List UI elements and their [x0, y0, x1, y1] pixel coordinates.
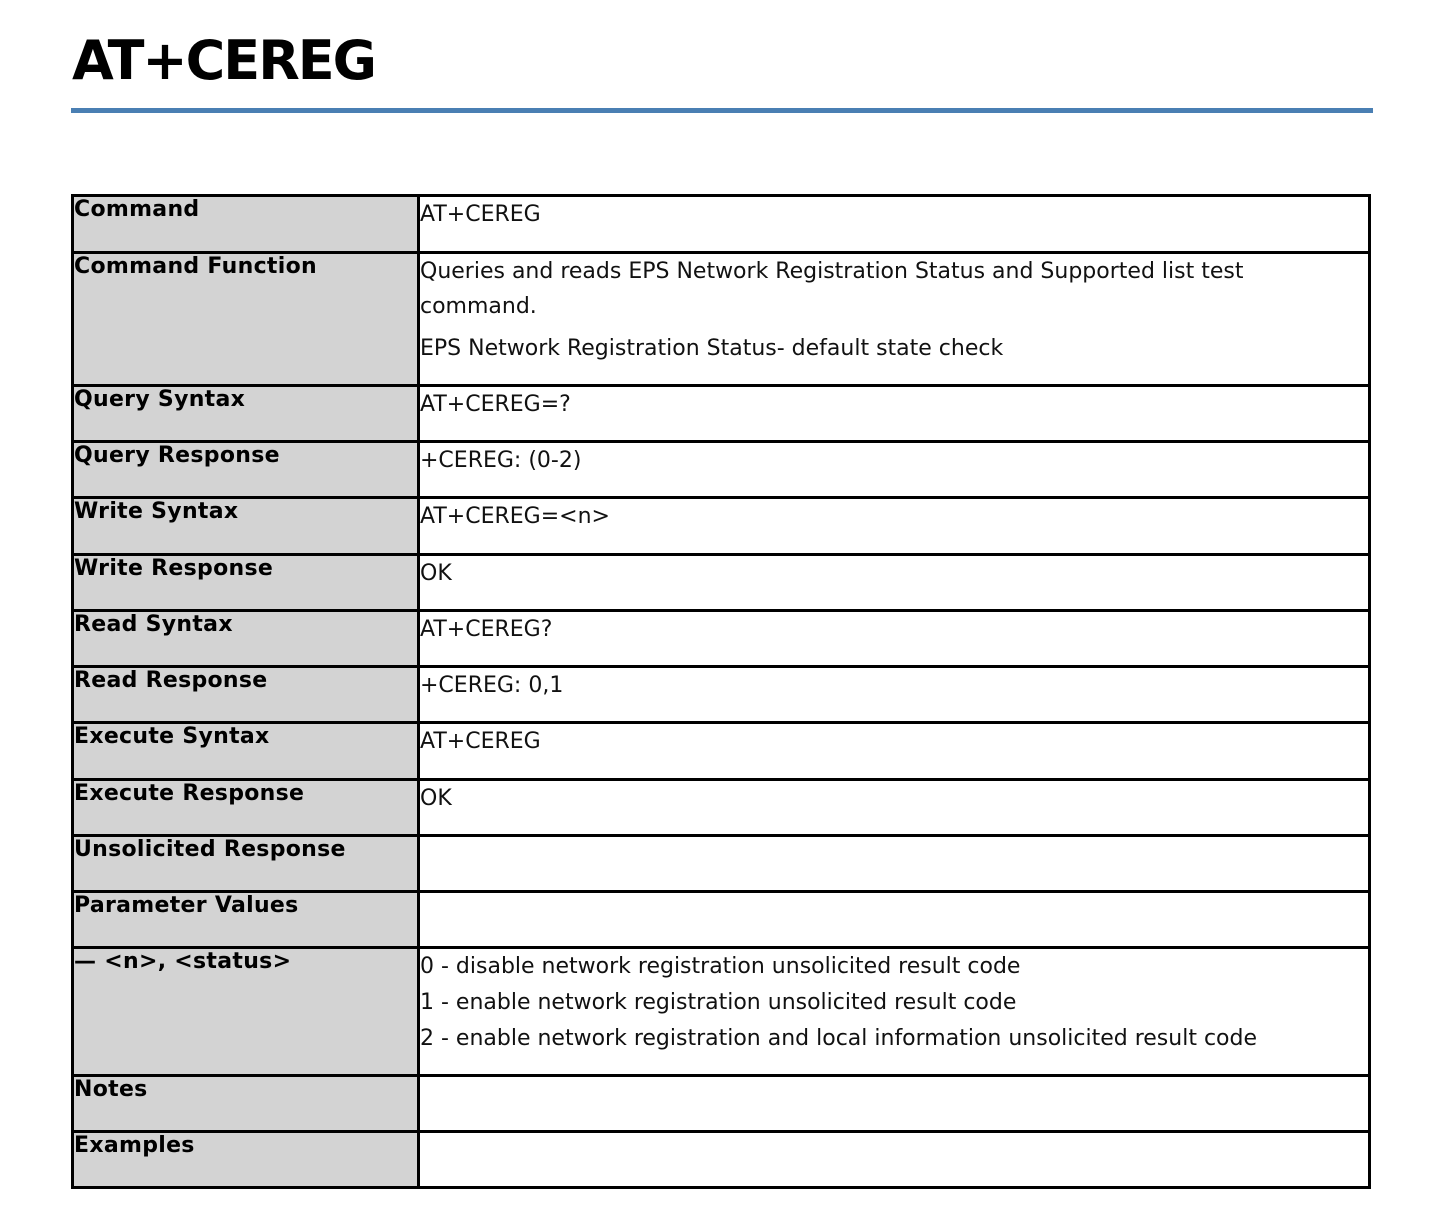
row-label: Read Syntax	[73, 611, 419, 667]
row-label: Unsolicited Response	[73, 836, 419, 892]
row-label: — <n>, <status>	[73, 948, 419, 1076]
table-row	[73, 892, 1370, 948]
row-label: Query Response	[73, 442, 419, 498]
value-line: AT+CEREG=<n>	[420, 504, 610, 529]
row-value	[419, 892, 1370, 948]
value-line: 0 - disable network registration unsolicited result code	[420, 954, 1021, 979]
row-label: Write Syntax	[73, 498, 419, 555]
row-value	[419, 253, 1370, 386]
row-value	[419, 1132, 1370, 1188]
row-value	[419, 836, 1370, 892]
table-row	[73, 442, 1370, 498]
row-value	[419, 386, 1370, 442]
table-row	[73, 780, 1370, 836]
value-line: OK	[420, 561, 452, 586]
row-label: Execute Response	[73, 780, 419, 836]
table-row	[73, 948, 1370, 1076]
row-value	[419, 723, 1370, 780]
table-row	[73, 555, 1370, 611]
table-row	[73, 253, 1370, 386]
row-label: Command	[73, 196, 419, 253]
row-value	[419, 948, 1370, 1076]
value-line: OK	[420, 786, 452, 811]
command-spec-table	[71, 194, 1371, 1189]
row-value	[419, 498, 1370, 555]
row-label: Read Response	[73, 667, 419, 723]
row-label: Notes	[73, 1076, 419, 1132]
row-value	[419, 555, 1370, 611]
table-row	[73, 1132, 1370, 1188]
page-title: AT+CEREG	[72, 29, 375, 92]
row-value	[419, 196, 1370, 253]
row-value	[419, 442, 1370, 498]
value-line: AT+CEREG	[420, 729, 541, 754]
table-row	[73, 196, 1370, 253]
row-label: Parameter Values	[73, 892, 419, 948]
row-label: Query Syntax	[73, 386, 419, 442]
row-value	[419, 780, 1370, 836]
value-line: 2 - enable network registration and local information unsolicited result code	[420, 1026, 1257, 1051]
row-value	[419, 1076, 1370, 1132]
row-label: Execute Syntax	[73, 723, 419, 780]
title-underline	[71, 108, 1373, 113]
value-line: +CEREG: 0,1	[420, 673, 564, 698]
table-row	[73, 836, 1370, 892]
value-line: +CEREG: (0-2)	[420, 448, 582, 473]
value-line: AT+CEREG	[420, 202, 541, 227]
row-label: Command Function	[73, 253, 419, 386]
value-line: Queries and reads EPS Network Registration Status and Supported list test command.	[420, 259, 1244, 319]
value-line: AT+CEREG=?	[420, 392, 571, 417]
table-row	[73, 723, 1370, 780]
value-line: EPS Network Registration Status- default state check	[420, 336, 1004, 361]
row-label: Examples	[73, 1132, 419, 1188]
value-line: AT+CEREG?	[420, 617, 553, 642]
row-value	[419, 667, 1370, 723]
row-label: Write Response	[73, 555, 419, 611]
row-value	[419, 611, 1370, 667]
table-row	[73, 667, 1370, 723]
table-row	[73, 611, 1370, 667]
table-row	[73, 386, 1370, 442]
table-row	[73, 1076, 1370, 1132]
table-row	[73, 498, 1370, 555]
value-line: 1 - enable network registration unsolicited result code	[420, 990, 1017, 1015]
